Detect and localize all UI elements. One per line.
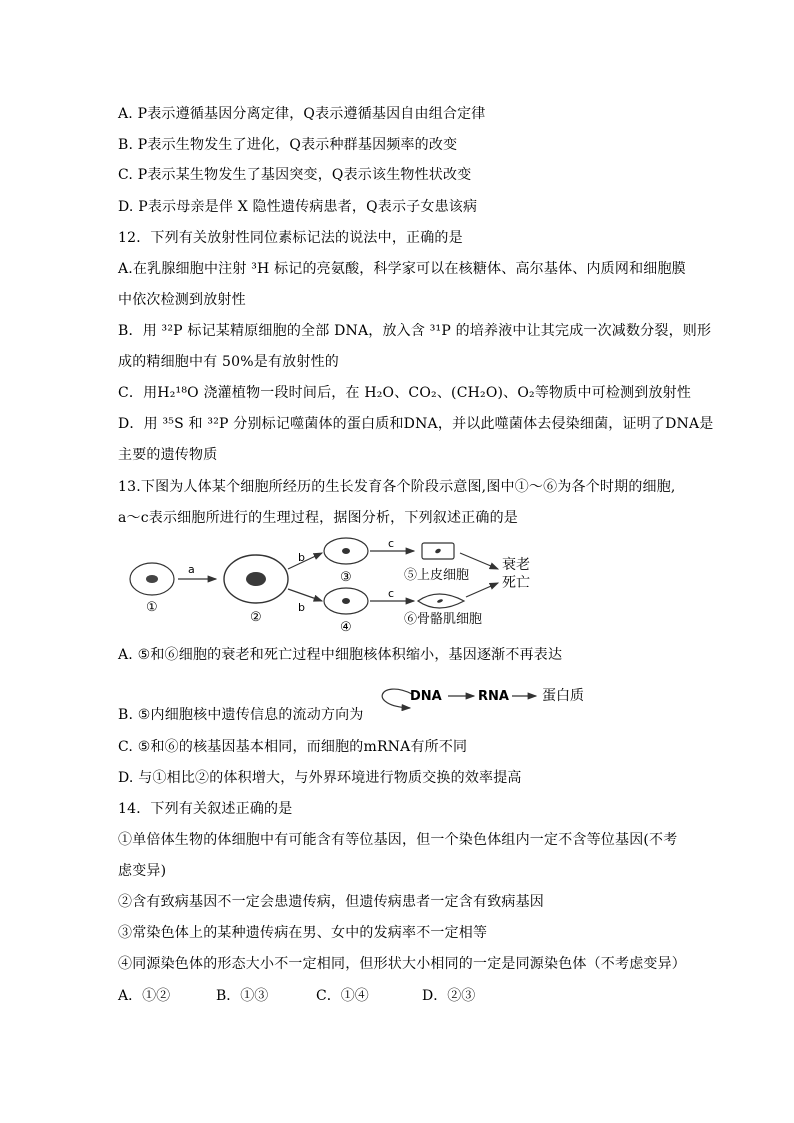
q13-option-c: C. ⑤和⑥的核基因基本相同，而细胞的mRNA有所不同	[118, 739, 468, 755]
q12-option-a-line2: 中依次检测到放射性	[118, 292, 246, 308]
number-3: ③	[340, 570, 352, 585]
cell-5-epithelial	[422, 543, 454, 559]
q14-statement-2: ②含有致病基因不一定会患遗传病，但遗传病患者一定含有致病基因	[118, 894, 544, 910]
arrow-to-senescence-lower	[466, 583, 498, 597]
q11-option-c: C. P表示某生物发生了基因突变，Q表示该生物性状改变	[118, 167, 472, 183]
q12-option-d-line1: D．用 ³⁵S 和 ³²P 分别标记噬菌体的蛋白质和DNA，并以此噬菌体去侵染细菌，证明了DNA是	[118, 416, 714, 432]
q11-option-a: A. P表示遵循基因分离定律，Q表示遵循基因自由组合定律	[118, 106, 486, 122]
label-senescence: 衰老	[502, 557, 530, 573]
label-b-lower: b	[298, 601, 305, 614]
arrow-b-lower	[288, 589, 322, 601]
label-death: 死亡	[502, 575, 530, 591]
number-4: ④	[340, 620, 352, 635]
arrow-to-senescence-upper	[460, 553, 498, 569]
cell-2	[224, 555, 288, 603]
q14-statement-3: ③常染色体上的某种遗传病在男、女中的发病率不一定相等	[118, 925, 488, 941]
cell-3	[324, 538, 368, 564]
q13-stem-line2: a～c表示细胞所进行的生理过程，据图分析，下列叙述正确的是	[118, 510, 518, 526]
q13-stem-line1: 13.下图为人体某个细胞所经历的生长发育各个阶段示意图,图中①～⑥为各个时期的细胞,	[118, 479, 676, 495]
flow-rna: RNA	[478, 689, 509, 704]
q14-option-a: A．①②	[118, 988, 171, 1004]
q14-option-b: B．①③	[216, 988, 269, 1004]
label-c-upper: c	[388, 537, 395, 550]
label-c-lower: c	[388, 587, 395, 600]
q12-option-b-line1: B．用 ³²P 标记某精原细胞的全部 DNA，放入含 ³¹P 的培养液中让其完成一次减数分裂，则形	[118, 323, 712, 339]
cell-1	[130, 563, 174, 595]
q11-option-d: D. P表示母亲是伴 X 隐性遗传病患者，Q表示子女患该病	[118, 199, 478, 215]
genetic-flow-diagram	[370, 678, 610, 714]
q14-statement-4: ④同源染色体的形态大小不一定相同，但形状大小相同的一定是同源染色体（不考虑变异）	[118, 956, 686, 972]
flow-dna: DNA	[410, 689, 442, 704]
q14-statement-1-line2: 虑变异)	[118, 863, 167, 879]
replication-loop-arrow	[382, 689, 412, 708]
q13-option-a: A. ⑤和⑥细胞的衰老和死亡过程中细胞核体积缩小，基因逐渐不再表达	[118, 647, 563, 663]
number-2: ②	[250, 610, 262, 625]
q14-option-c: C．①④	[316, 988, 369, 1004]
label-b-upper: b	[298, 551, 305, 564]
cell-development-diagram	[120, 535, 600, 635]
q12-option-a-line1: A.在乳腺细胞中注射 ³H 标记的亮氨酸，科学家可以在核糖体、高尔基体、内质网和细胞膜	[118, 261, 686, 277]
q13-option-d: D. 与①相比②的体积增大，与外界环境进行物质交换的效率提高	[118, 770, 522, 786]
q12-option-c: C．用H₂¹⁸O 浇灌植物一段时间后，在 H₂O、CO₂、(CH₂O)、O₂等物质中可检测到放射性	[118, 385, 692, 401]
q12-option-b-line2: 成的精细胞中有 50%是有放射性的	[118, 354, 339, 370]
label-cell-6: ⑥骨骼肌细胞	[404, 612, 483, 627]
q14-statement-1-line1: ①单倍体生物的体细胞中有可能含有等位基因，但一个染色体组内一定不含等位基因(不考	[118, 832, 678, 848]
label-a: a	[188, 563, 195, 576]
q11-option-b: B. P表示生物发生了进化，Q表示种群基因频率的改变	[118, 137, 458, 153]
arrow-b-upper	[288, 553, 322, 569]
q13-option-b: B. ⑤内细胞核中遗传信息的流动方向为	[118, 707, 364, 723]
q12-option-d-line2: 主要的遗传物质	[118, 447, 218, 463]
flow-protein: 蛋白质	[542, 688, 584, 704]
q14-stem: 14．下列有关叙述正确的是	[118, 801, 293, 817]
q12-stem: 12．下列有关放射性同位素标记法的说法中，正确的是	[118, 230, 463, 246]
number-1: ①	[146, 600, 158, 615]
cell-6-muscle	[418, 594, 464, 608]
q14-option-d: D．②③	[422, 988, 476, 1004]
cell-4	[324, 588, 368, 614]
label-cell-5: ⑤上皮细胞	[404, 568, 470, 583]
